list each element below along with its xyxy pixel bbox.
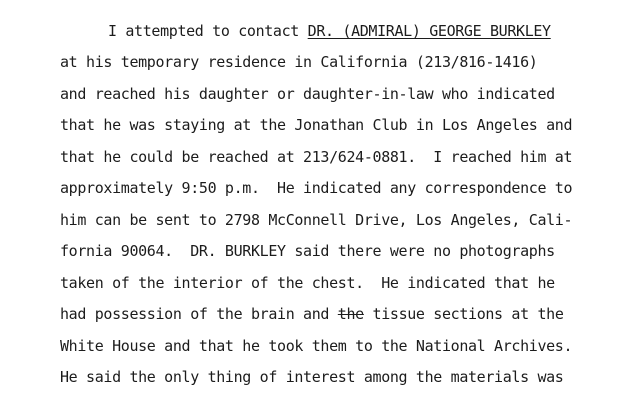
struck-word: the — [337, 305, 364, 323]
line-10-tail: tissue sections at the — [363, 305, 564, 323]
text-line-4: that he was staying at the Jonathan Club in Los Angeles and — [60, 116, 573, 134]
text-line-2: at his temporary residence in California (213/816-1416) — [60, 53, 538, 71]
text-line-10 — [60, 305, 564, 323]
underlined-name: DR. (ADMIRAL) GEORGE BURKLEY — [307, 22, 551, 40]
text-line-1 — [108, 22, 551, 40]
line-1-lead: I attempted to contact — [108, 22, 308, 40]
text-line-7: him can be sent to 2798 McConnell Drive, Los Angeles, Cali- — [60, 211, 573, 229]
text-line-5: that he could be reached at 213/624-0881. I reached him at — [60, 148, 573, 166]
line-10-lead: had possession of the brain and — [60, 305, 338, 323]
text-line-6: approximately 9:50 p.m. He indicated any correspondence to — [60, 179, 573, 197]
text-line-3: and reached his daughter or daughter-in-law who indicated — [60, 85, 555, 103]
text-line-12: He said the only thing of interest among the materials was — [60, 368, 564, 386]
text-line-8: fornia 90064. DR. BURKLEY said there were no photographs — [60, 242, 555, 260]
text-line-9: taken of the interior of the chest. He indicated that he — [60, 274, 555, 292]
text-line-11: White House and that he took them to the National Archives. — [60, 337, 573, 355]
